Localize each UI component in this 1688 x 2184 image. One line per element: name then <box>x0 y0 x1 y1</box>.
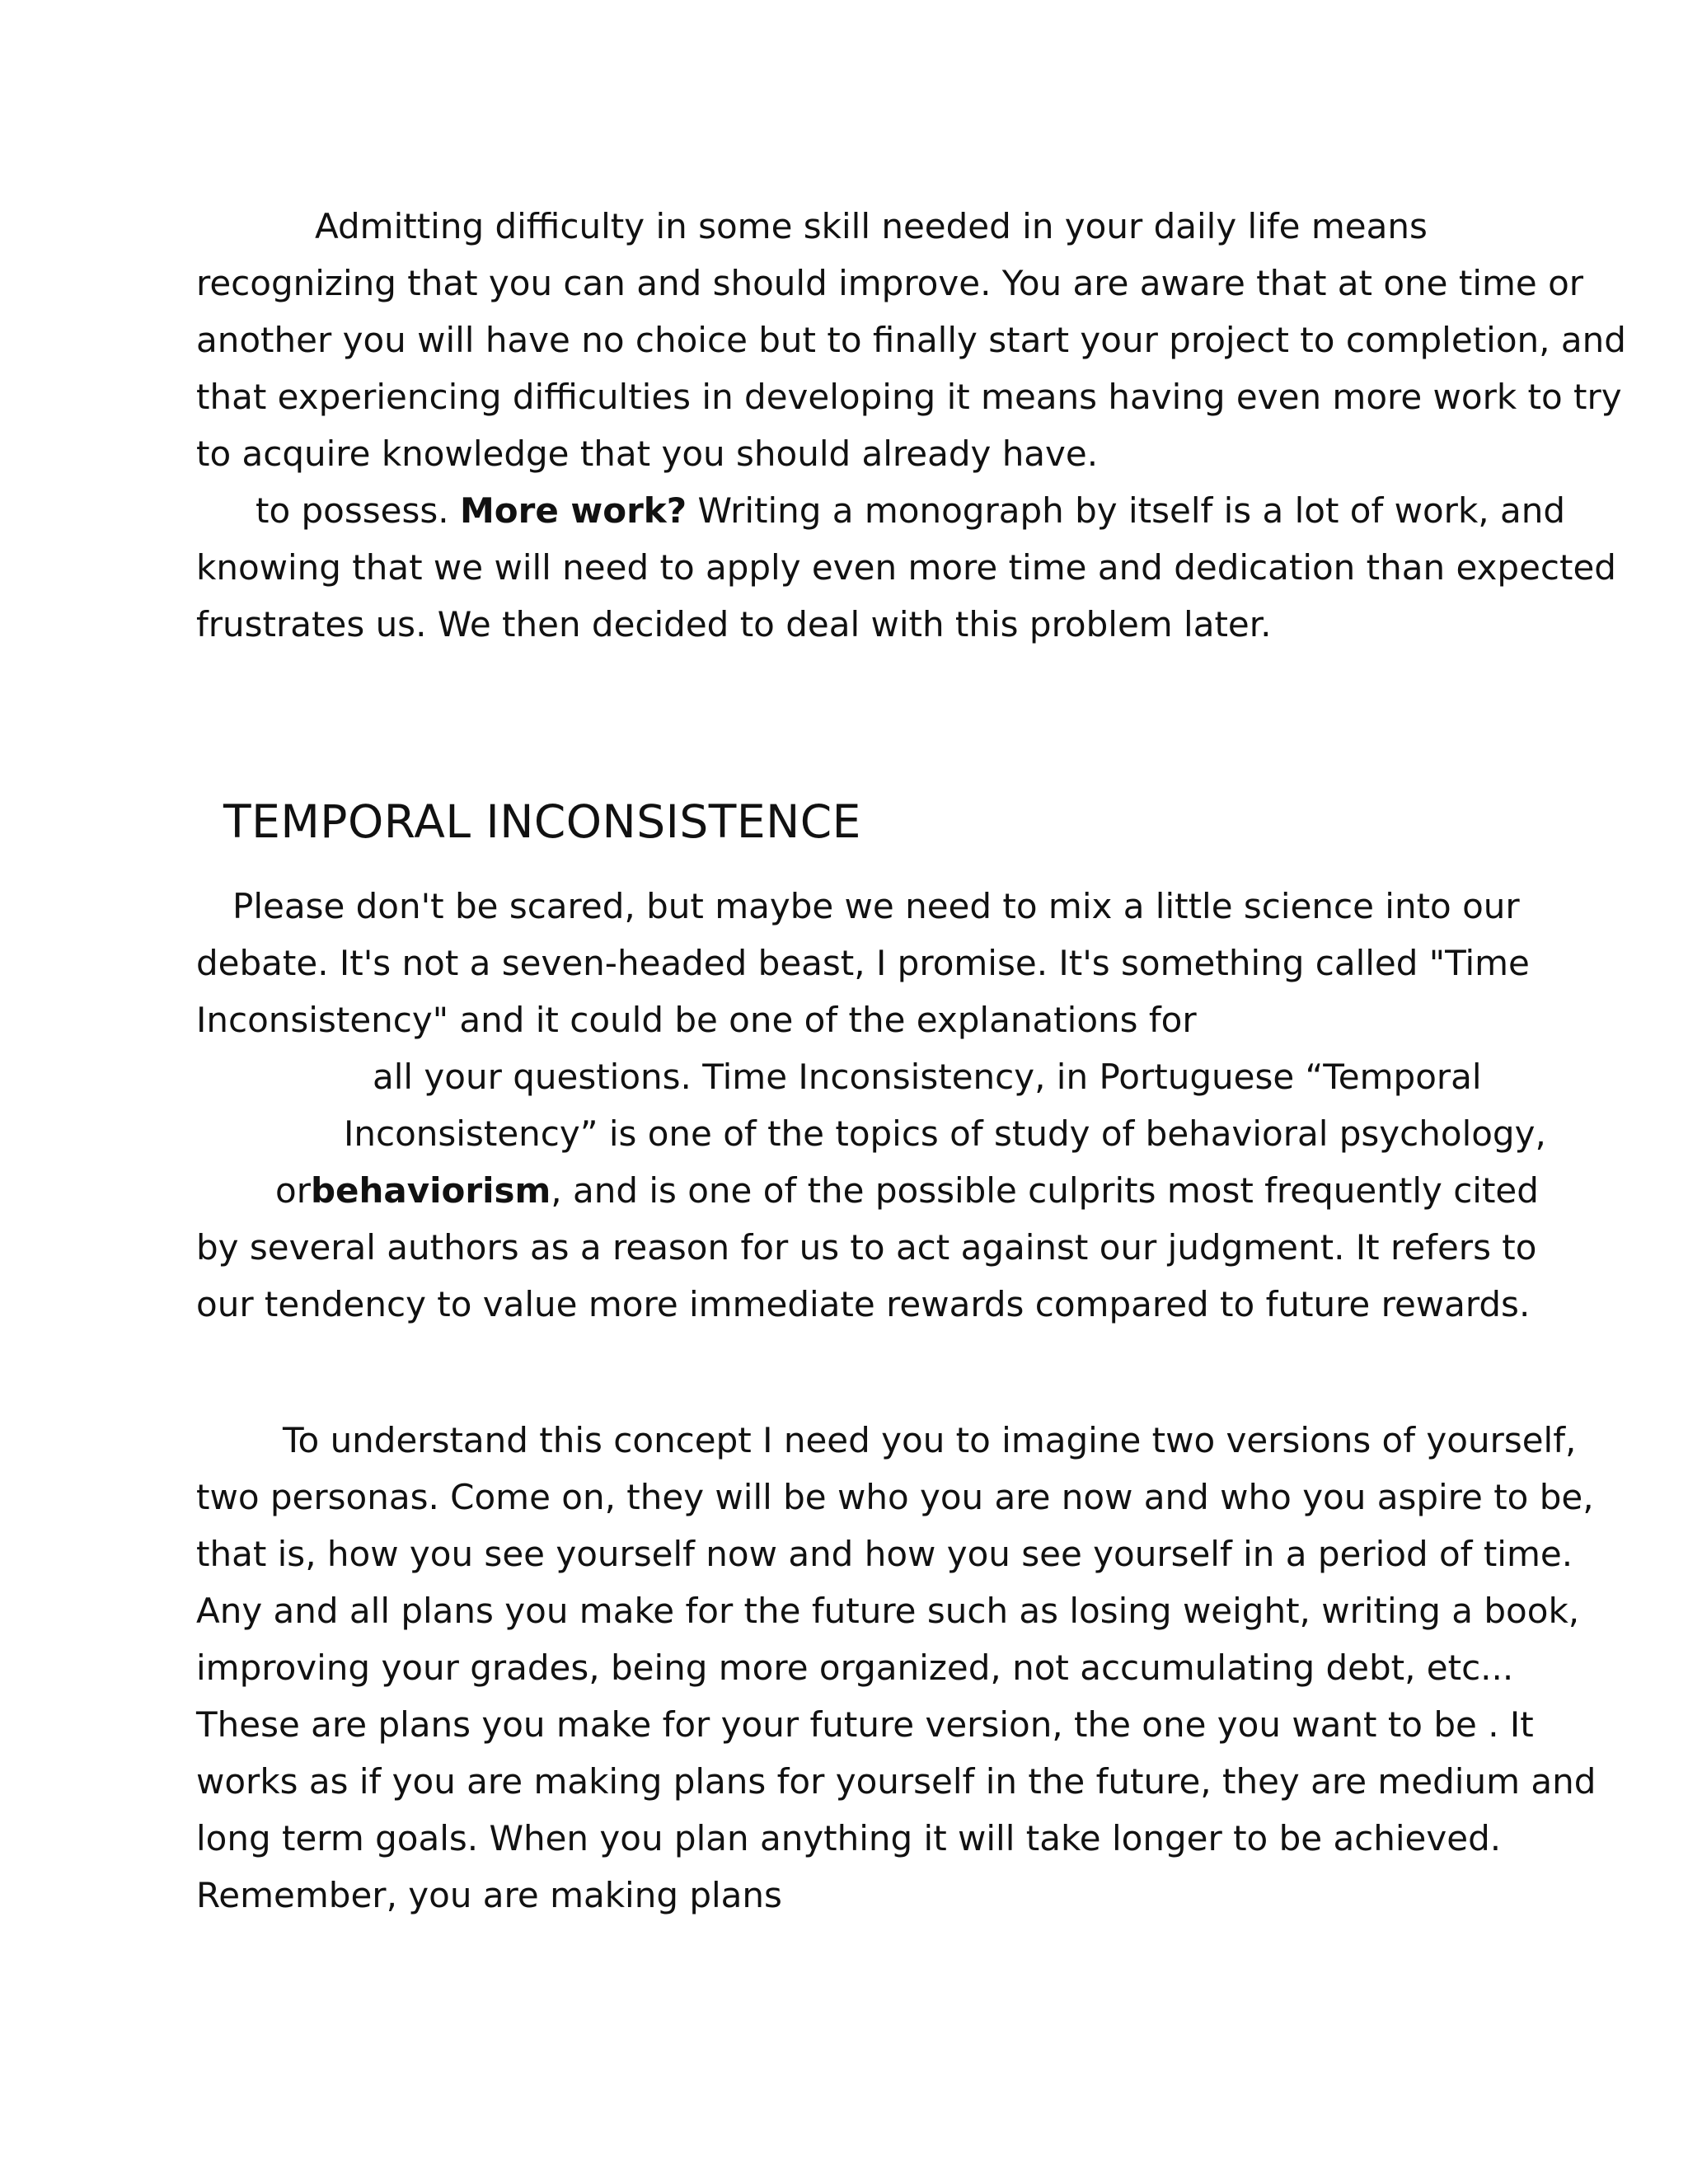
section-or-suffix: , and is one of the possible culprits most frequently cited <box>551 1170 1539 1211</box>
concept-line-1: To understand this concept I need you to imagine two versions of yourself, <box>283 1420 1577 1460</box>
section-line-3: Inconsistency" and it could be one of the explanations for <box>196 1000 1197 1040</box>
concept-line-9: Remember, you are making plans <box>196 1875 782 1915</box>
section-line-5: Inconsistency” is one of the topics of study of behavioral psychology, <box>344 1113 1546 1154</box>
section-behaviorism-line <box>275 1169 1539 1213</box>
intro-possess-prefix: to possess. <box>256 490 460 531</box>
intro-line-1: Admitting difficulty in some skill needed in your daily life means <box>315 206 1428 246</box>
section-line-4: all your questions. Time Inconsistency, in Portuguese “Temporal <box>373 1057 1482 1097</box>
concept-line-4: Any and all plans you make for the future such as losing weight, writing a book, <box>196 1591 1580 1631</box>
behaviorism-emphasis: behaviorism <box>310 1170 551 1211</box>
intro-tail-line-2: frustrates us. We then decided to deal with this problem later. <box>196 604 1272 644</box>
concept-line-5: improving your grades, being more organized, not accumulating debt, etc... <box>196 1647 1514 1688</box>
concept-line-7: works as if you are making plans for yourself in the future, they are medium and <box>196 1761 1597 1802</box>
concept-line-8: long term goals. When you plan anything it will take longer to be achieved. <box>196 1818 1502 1858</box>
section-line-2: debate. It's not a seven-headed beast, I promise. It's something called "Time <box>196 943 1530 983</box>
section-line-1: Please don't be scared, but maybe we need to mix a little science into our <box>232 886 1520 926</box>
intro-possess-suffix: Writing a monograph by itself is a lot of work, and <box>687 490 1565 531</box>
concept-line-2: two personas. Come on, they will be who you are now and who you aspire to be, <box>196 1477 1594 1517</box>
intro-line-4: that experiencing difficulties in developing it means having even more work to try <box>196 377 1622 417</box>
section-or-prefix: or <box>275 1170 311 1211</box>
section-tail-line-1: by several authors as a reason for us to act against our judgment. It refers to <box>196 1227 1537 1268</box>
intro-line-2: recognizing that you can and should improve. You are aware that at one time or <box>196 263 1584 303</box>
more-work-emphasis: More work? <box>459 490 687 531</box>
section-title: TEMPORAL INCONSISTENCE <box>223 795 861 848</box>
intro-tail-line-1: knowing that we will need to apply even more time and dedication than expected <box>196 547 1616 588</box>
concept-line-6: These are plans you make for your future version, the one you want to be . It <box>196 1704 1534 1745</box>
intro-line-5: to acquire knowledge that you should already have. <box>196 434 1099 474</box>
intro-possess-line <box>256 489 1565 533</box>
concept-line-3: that is, how you see yourself now and how you see yourself in a period of time. <box>196 1534 1573 1574</box>
intro-line-3: another you will have no choice but to finally start your project to completion, and <box>196 320 1626 360</box>
section-tail-line-2: our tendency to value more immediate rewards compared to future rewards. <box>196 1284 1531 1324</box>
